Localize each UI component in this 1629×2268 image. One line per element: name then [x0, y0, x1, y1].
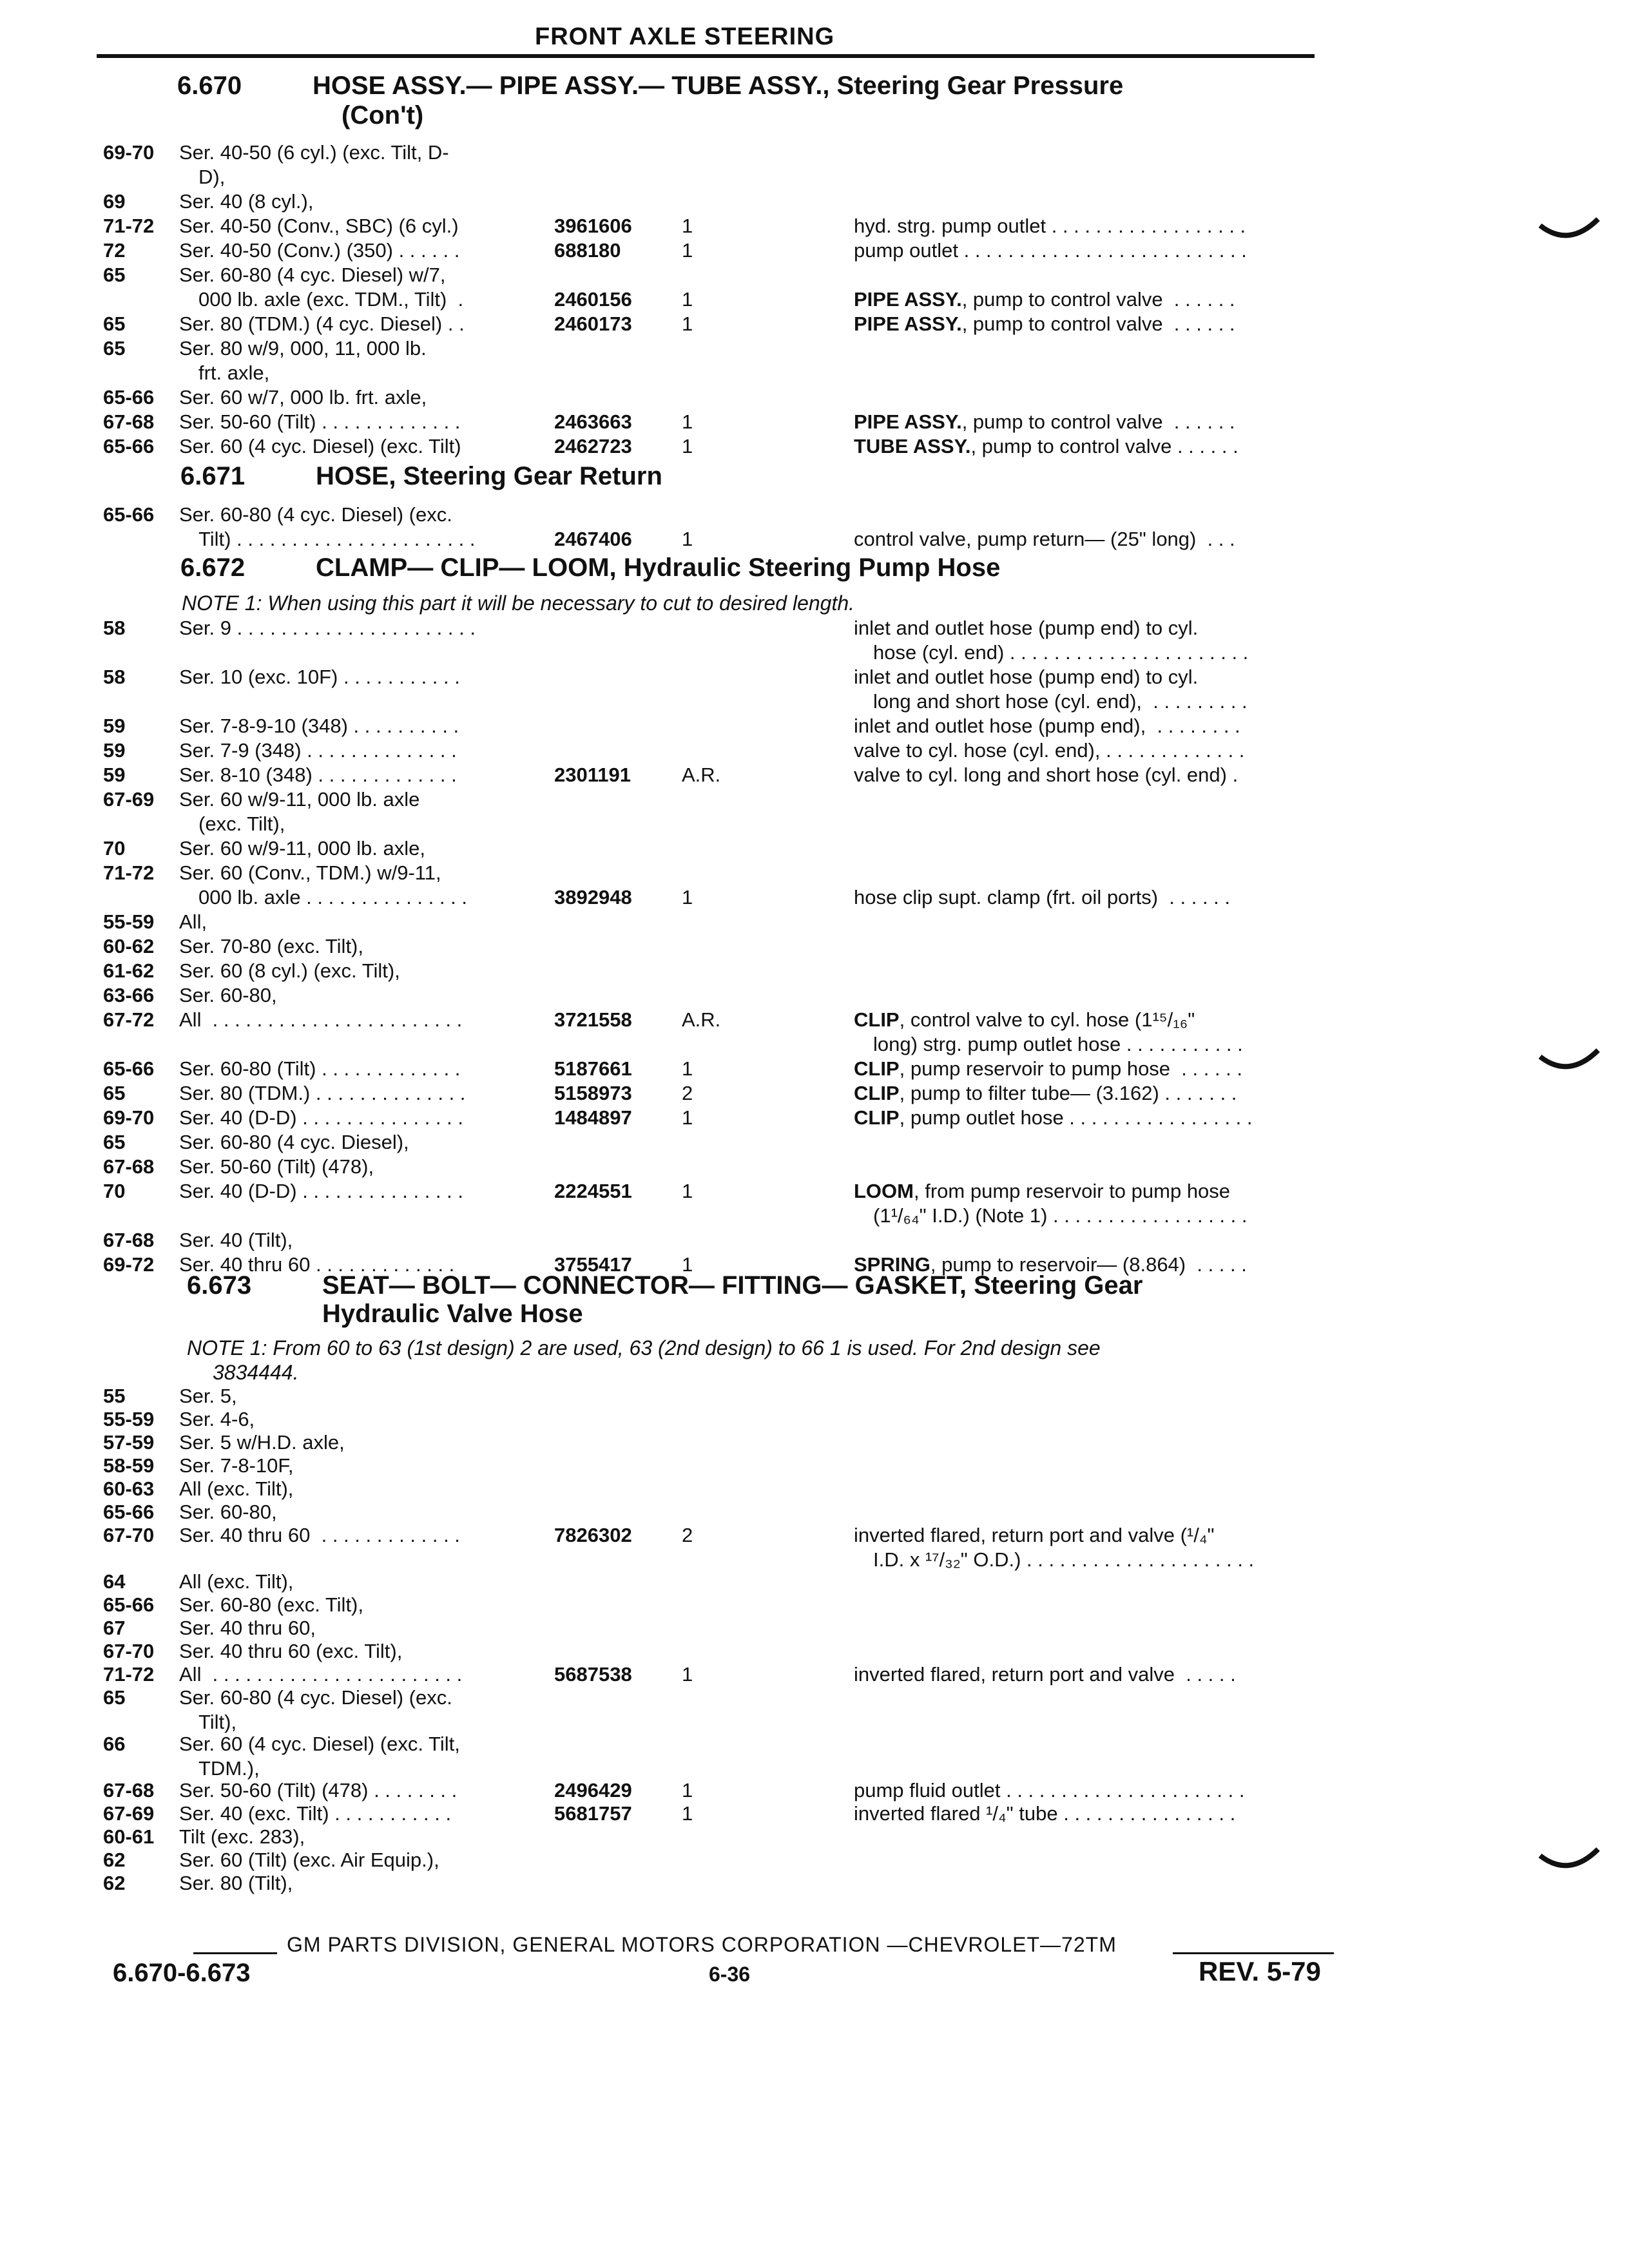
application-line: Ser. 9 . . . . . . . . . . . . . . . . . . . . . .	[179, 617, 476, 639]
application-line: Ser. 60 w/9-11, 000 lb. axle	[179, 788, 420, 811]
application	[179, 910, 630, 934]
application-line: Ser. 60 (Tilt) (exc. Air Equip.),	[179, 1849, 439, 1871]
description	[854, 1778, 1434, 1803]
model-year: 65-66	[103, 435, 155, 457]
description	[854, 1008, 1434, 1057]
section-heading-line2: Hydraulic Valve Hose	[322, 1300, 583, 1328]
model-year: 59	[103, 764, 126, 786]
description-line-2: long and short hose (cyl. end), . . . . . . . . .	[873, 690, 1248, 713]
model-year: 59	[103, 715, 126, 737]
description-line: TUBE ASSY., pump to control valve . . . . . .	[854, 435, 1239, 457]
section-title-cont	[322, 1299, 583, 1329]
description	[854, 1662, 1434, 1687]
model-year: 67-69	[103, 1802, 155, 1825]
footer-revision: REV. 5-79	[1199, 1956, 1321, 1986]
description	[854, 665, 1434, 714]
section-note-cont: 3834444.	[213, 1361, 299, 1384]
model-year: 65	[103, 1131, 126, 1153]
quantity: 1	[682, 435, 693, 457]
application	[179, 665, 630, 689]
section-heading-line2: (Con't)	[342, 101, 424, 130]
application	[179, 1570, 630, 1594]
quantity: 1	[682, 886, 693, 908]
part-number: 2460173	[554, 312, 632, 335]
part-number: 5681757	[554, 1802, 632, 1825]
application-line: Ser. 60-80 (exc. Tilt),	[179, 1593, 363, 1616]
model-year: 66	[103, 1733, 126, 1755]
description-line: inlet and outlet hose (pump end), . . . . . . . .	[854, 715, 1240, 737]
model-year: 62	[103, 1872, 126, 1894]
description	[854, 1081, 1434, 1106]
description-line: hose clip supt. clamp (frt. oil ports) . . . . . .	[854, 886, 1231, 908]
application-line: Ser. 50-60 (Tilt) (478),	[179, 1155, 374, 1178]
section-number: 6.671	[180, 462, 246, 490]
binding-mark-1	[1537, 213, 1601, 251]
model-year: 67-68	[103, 410, 155, 433]
model-year: 70	[103, 837, 126, 860]
application	[179, 189, 630, 214]
section-heading: CLAMP— CLIP— LOOM, Hydraulic Steering Pump Hose	[316, 553, 1001, 582]
application	[179, 1500, 630, 1524]
model-year: 61-62	[103, 959, 155, 982]
application	[179, 1825, 630, 1849]
application-line-2: D),	[198, 166, 226, 188]
part-number: 2301191	[554, 764, 631, 786]
model-year: 72	[103, 239, 126, 262]
description-line: control valve, pump return— (25" long) . . .	[854, 528, 1235, 550]
description	[854, 214, 1434, 238]
model-year: 63-66	[103, 984, 155, 1006]
application-line: Tilt (exc. 283),	[179, 1825, 305, 1848]
part-number: 3721558	[554, 1008, 632, 1031]
model-year: 64	[103, 1570, 126, 1593]
application	[179, 1454, 630, 1478]
application-line: All (exc. Tilt),	[179, 1477, 294, 1500]
description	[854, 527, 1434, 552]
application	[179, 1384, 630, 1408]
model-year: 65-66	[103, 1057, 155, 1080]
model-year: 71-72	[103, 1663, 155, 1686]
model-year: 67-69	[103, 788, 155, 811]
application	[179, 616, 630, 640]
part-number: 688180	[554, 239, 621, 262]
model-year: 58-59	[103, 1454, 155, 1477]
section-title	[187, 1271, 1142, 1300]
application-line: Ser. 8-10 (348) . . . . . . . . . . . . .	[179, 764, 457, 786]
section-heading: SEAT— BOLT— CONNECTOR— FITTING— GASKET, Steering Gear	[322, 1271, 1143, 1300]
footer-rule-right	[1173, 1952, 1334, 1954]
description	[854, 287, 1434, 312]
application	[179, 1130, 630, 1155]
application-line: Ser. 7-8-9-10 (348) . . . . . . . . . .	[179, 715, 459, 737]
binding-mark-3	[1537, 1843, 1601, 1881]
application-line: Ser. 60-80 (4 cyc. Diesel) w/7,	[179, 264, 446, 286]
application	[179, 1848, 630, 1872]
description	[854, 714, 1434, 738]
part-number: 3961606	[554, 215, 632, 237]
description	[854, 312, 1434, 336]
application-line: Ser. 60 (4 cyc. Diesel) (exc. Tilt,	[179, 1733, 460, 1755]
application	[179, 836, 630, 861]
application	[179, 140, 630, 189]
quantity: 1	[682, 1663, 693, 1686]
application	[179, 1477, 630, 1501]
quantity: 2	[682, 1524, 693, 1546]
application	[179, 1407, 630, 1432]
application-line: Ser. 60-80,	[179, 1501, 277, 1523]
model-year: 67	[103, 1617, 126, 1639]
application-line: Ser. 60 w/9-11, 000 lb. axle,	[179, 837, 425, 860]
application-line: Ser. 80 (TDM.) . . . . . . . . . . . . . .	[179, 1082, 466, 1104]
model-year: 60-63	[103, 1477, 155, 1500]
application-line: Ser. 7-8-10F,	[179, 1454, 294, 1477]
description	[854, 763, 1434, 787]
quantity: 1	[682, 288, 693, 311]
section-heading: HOSE ASSY.— PIPE ASSY.— TUBE ASSY., Steering Gear Pressure	[313, 72, 1124, 100]
application-line-2: frt. axle,	[198, 361, 270, 384]
model-year: 57-59	[103, 1431, 155, 1454]
description-line-2: hose (cyl. end) . . . . . . . . . . . . . . . . . . . . . .	[873, 641, 1249, 664]
application	[179, 934, 630, 959]
quantity: 1	[682, 1802, 693, 1825]
description-line: inverted flared, return port and valve (¹/₄"	[854, 1524, 1215, 1546]
description	[854, 410, 1434, 434]
description-line: PIPE ASSY., pump to control valve . . . . . .	[854, 410, 1235, 433]
model-year: 71-72	[103, 861, 155, 884]
application-line: Ser. 60-80 (Tilt) . . . . . . . . . . . . .	[179, 1057, 461, 1080]
application-line: Ser. 40 (exc. Tilt) . . . . . . . . . . .	[179, 1802, 452, 1825]
application-line: Ser. 60 (Conv., TDM.) w/9-11,	[179, 861, 441, 884]
application-line-2: (exc. Tilt),	[198, 812, 285, 835]
description	[854, 238, 1434, 263]
description-line: inlet and outlet hose (pump end) to cyl.	[854, 666, 1199, 688]
part-number: 2224551	[554, 1180, 632, 1202]
part-number: 2463663	[554, 410, 632, 433]
model-year: 59	[103, 739, 126, 762]
application-line: All . . . . . . . . . . . . . . . . . . . . . . .	[179, 1008, 463, 1031]
section-heading: HOSE, Steering Gear Return	[316, 462, 662, 490]
application-line: Ser. 40 (D-D) . . . . . . . . . . . . . . .	[179, 1106, 463, 1129]
application-line: Ser. 40 thru 60 . . . . . . . . . . . . .	[179, 1253, 455, 1276]
application-line: Ser. 10 (exc. 10F) . . . . . . . . . . .	[179, 666, 460, 688]
application	[179, 1732, 630, 1781]
application	[179, 385, 630, 410]
application-line-2: 000 lb. axle (exc. TDM., Tilt) .	[198, 288, 464, 311]
description-line-2: I.D. x ¹⁷/₃₂" O.D.) . . . . . . . . . . . . . . . . . . . . .	[873, 1548, 1255, 1571]
application	[179, 1686, 630, 1735]
quantity: 1	[682, 410, 693, 433]
model-year: 65-66	[103, 1593, 155, 1616]
description-line-2: long) strg. pump outlet hose . . . . . . . . . . .	[873, 1033, 1243, 1055]
section-title	[180, 553, 1000, 582]
part-number: 2467406	[554, 528, 632, 550]
model-year: 65	[103, 264, 126, 286]
description-line: LOOM, from pump reservoir to pump hose	[854, 1180, 1231, 1202]
model-year: 67-70	[103, 1640, 155, 1662]
description-line: CLIP, pump outlet hose . . . . . . . . . . . . . . . . .	[854, 1106, 1253, 1129]
application-line: Ser. 60-80 (4 cyc. Diesel) (exc.	[179, 1686, 452, 1709]
part-number: 7826302	[554, 1524, 632, 1546]
application-line: Ser. 40 (Tilt),	[179, 1229, 293, 1251]
quantity: 1	[682, 312, 693, 335]
application-line: All . . . . . . . . . . . . . . . . . . . . . . .	[179, 1663, 463, 1686]
part-number: 2462723	[554, 435, 632, 457]
section-number: 6.672	[180, 553, 246, 582]
description-line: valve to cyl. long and short hose (cyl. end) .	[854, 764, 1239, 786]
model-year: 58	[103, 617, 126, 639]
application	[179, 983, 630, 1008]
application-line: Ser. 40-50 (Conv., SBC) (6 cyl.)	[179, 215, 459, 237]
application	[179, 1871, 630, 1896]
application-line: Ser. 60 (4 cyc. Diesel) (exc. Tilt)	[179, 435, 461, 457]
application-line: Ser. 5,	[179, 1385, 237, 1407]
description	[854, 1179, 1434, 1228]
description	[854, 738, 1434, 763]
application	[179, 1639, 630, 1664]
application	[179, 787, 630, 836]
part-number: 2496429	[554, 1779, 632, 1802]
section-note: NOTE 1: When using this part it will be necessary to cut to desired length.	[182, 591, 855, 615]
model-year: 65-66	[103, 1501, 155, 1523]
section-number: 6.670	[177, 72, 242, 100]
description-line-2: (1¹/₆₄" I.D.) (Note 1) . . . . . . . . . . . . . . . . . .	[873, 1204, 1248, 1227]
part-number: 5687538	[554, 1663, 632, 1686]
model-year: 55-59	[103, 1408, 155, 1430]
quantity: 1	[682, 239, 693, 262]
model-year: 60-61	[103, 1825, 155, 1848]
part-number: 3892948	[554, 886, 632, 908]
model-year: 69-70	[103, 1106, 155, 1129]
model-year: 69-72	[103, 1253, 155, 1276]
model-year: 67-68	[103, 1779, 155, 1802]
description-line: inlet and outlet hose (pump end) to cyl.	[854, 617, 1199, 639]
model-year: 67-70	[103, 1524, 155, 1546]
header-rule	[97, 54, 1315, 58]
application-line: Ser. 50-60 (Tilt) . . . . . . . . . . . . .	[179, 410, 461, 433]
part-number: 1484897	[554, 1106, 632, 1129]
quantity: 2	[682, 1082, 693, 1104]
description-line: inverted flared, return port and valve . . . . .	[854, 1663, 1236, 1686]
description-line: PIPE ASSY., pump to control valve . . . . . .	[854, 288, 1235, 311]
quantity: 1	[682, 1253, 693, 1276]
application-line: Ser. 40 thru 60 (exc. Tilt),	[179, 1640, 403, 1662]
quantity: 1	[682, 1106, 693, 1129]
application-line: Ser. 40 (D-D) . . . . . . . . . . . . . . .	[179, 1180, 463, 1202]
model-year: 70	[103, 1180, 126, 1202]
application	[179, 1593, 630, 1617]
application-line-2: TDM.),	[198, 1757, 260, 1780]
part-number: 2460156	[554, 288, 632, 311]
footer-section-range: 6.670-6.673	[113, 1959, 251, 1987]
application	[179, 738, 630, 763]
application-line: Ser. 7-9 (348) . . . . . . . . . . . . . .	[179, 739, 457, 762]
application-line: Ser. 50-60 (Tilt) (478) . . . . . . . .	[179, 1779, 458, 1802]
model-year: 60-62	[103, 935, 155, 957]
model-year: 65	[103, 337, 126, 360]
section-title	[180, 461, 662, 491]
application-line: Ser. 40 (8 cyl.),	[179, 190, 314, 213]
application-line: Ser. 80 (TDM.) (4 cyc. Diesel) . .	[179, 312, 465, 335]
application-line: Ser. 40 thru 60 . . . . . . . . . . . . .	[179, 1524, 460, 1546]
application	[179, 1430, 630, 1455]
description	[854, 1523, 1434, 1572]
description-line: CLIP, pump reservoir to pump hose . . . . . .	[854, 1057, 1243, 1080]
footer-page-number: 6-36	[709, 1963, 751, 1986]
part-number: 5187661	[554, 1057, 632, 1080]
model-year: 67-68	[103, 1155, 155, 1178]
model-year: 62	[103, 1849, 126, 1871]
section-title	[177, 71, 1123, 101]
description-line: pump outlet . . . . . . . . . . . . . . . . . . . . . . . . . .	[854, 239, 1247, 262]
section-number: 6.673	[187, 1271, 252, 1300]
application-line: Ser. 70-80 (exc. Tilt),	[179, 935, 363, 957]
application	[179, 959, 630, 983]
model-year: 55	[103, 1385, 126, 1407]
model-year: 65	[103, 312, 126, 335]
description-line: SPRING, pump to reservoir— (8.864) . . . . .	[854, 1253, 1247, 1276]
model-year: 65	[103, 1686, 126, 1709]
model-year: 69	[103, 190, 126, 213]
description	[854, 434, 1434, 459]
description-line: valve to cyl. hose (cyl. end), . . . . . . . . . . . . .	[854, 739, 1245, 762]
application	[179, 714, 630, 738]
application-line: Ser. 40-50 (Conv.) (350) . . . . . .	[179, 239, 460, 262]
model-year: 65	[103, 1082, 126, 1104]
application-line: Ser. 80 (Tilt),	[179, 1872, 293, 1894]
quantity: 1	[682, 1057, 693, 1080]
description-line: hyd. strg. pump outlet . . . . . . . . . . . . . . . . . .	[854, 215, 1246, 237]
quantity: 1	[682, 1180, 693, 1202]
footer-publisher: GM PARTS DIVISION, GENERAL MOTORS CORPORATION —CHEVROLET—72TM	[287, 1933, 1117, 1956]
section-note: NOTE 1: From 60 to 63 (1st design) 2 are used, 63 (2nd design) to 66 1 is used. For 2nd design see	[187, 1336, 1101, 1360]
application-line: Ser. 60 w/7, 000 lb. frt. axle,	[179, 386, 427, 408]
application-line: Ser. 60-80 (4 cyc. Diesel) (exc.	[179, 503, 452, 526]
quantity: 1	[682, 1779, 693, 1802]
application	[179, 1616, 630, 1640]
application-line: All,	[179, 910, 207, 933]
application-line-2: 000 lb. axle . . . . . . . . . . . . . . .	[198, 886, 467, 908]
quantity: 1	[682, 528, 693, 550]
model-year: 58	[103, 666, 126, 688]
description-line: CLIP, pump to filter tube— (3.162) . . . . . . .	[854, 1082, 1237, 1104]
application-line: Ser. 60-80,	[179, 984, 277, 1006]
application-line-2: Tilt),	[198, 1711, 237, 1733]
description-line: PIPE ASSY., pump to control valve . . . . . .	[854, 312, 1235, 335]
description	[854, 885, 1434, 910]
part-number: 5158973	[554, 1082, 632, 1104]
description-line: pump fluid outlet . . . . . . . . . . . . . . . . . . . . . .	[854, 1779, 1245, 1802]
model-year: 67-72	[103, 1008, 155, 1031]
description	[854, 616, 1434, 665]
description	[854, 1802, 1434, 1826]
application-line: Ser. 80 w/9, 000, 11, 000 lb.	[179, 337, 427, 360]
description	[854, 1106, 1434, 1130]
application	[179, 336, 630, 385]
footer-rule-left	[193, 1952, 277, 1954]
application-line-2: Tilt) . . . . . . . . . . . . . . . . . . . . . .	[198, 528, 476, 550]
model-year: 55-59	[103, 910, 155, 933]
quantity: 1	[682, 215, 693, 237]
description	[854, 1057, 1434, 1081]
application-line: Ser. 5 w/H.D. axle,	[179, 1431, 345, 1454]
application-line: Ser. 60-80 (4 cyc. Diesel),	[179, 1131, 409, 1153]
model-year: 67-68	[103, 1229, 155, 1251]
part-number: 3755417	[554, 1253, 632, 1276]
section-title-cont	[342, 101, 423, 130]
application-line: Ser. 4-6,	[179, 1408, 255, 1430]
application-line: Ser. 40 thru 60,	[179, 1617, 316, 1639]
application-line: All (exc. Tilt),	[179, 1570, 294, 1593]
application	[179, 1228, 630, 1253]
description-line: inverted flared ¹/₄" tube . . . . . . . . . . . . . . . .	[854, 1802, 1236, 1825]
application-line: Ser. 60 (8 cyl.) (exc. Tilt),	[179, 959, 400, 982]
model-year: 65-66	[103, 386, 155, 408]
description-line: CLIP, control valve to cyl. hose (1¹⁵/₁₆"	[854, 1008, 1195, 1031]
model-year: 71-72	[103, 215, 155, 237]
model-year: 69-70	[103, 141, 155, 164]
quantity: A.R.	[682, 764, 721, 786]
binding-mark-2	[1537, 1044, 1601, 1082]
page-header: FRONT AXLE STEERING	[535, 23, 835, 50]
model-year: 65-66	[103, 503, 155, 526]
application	[179, 1155, 630, 1179]
application-line: Ser. 40-50 (6 cyl.) (exc. Tilt, D-	[179, 141, 449, 164]
quantity: A.R.	[682, 1008, 721, 1031]
